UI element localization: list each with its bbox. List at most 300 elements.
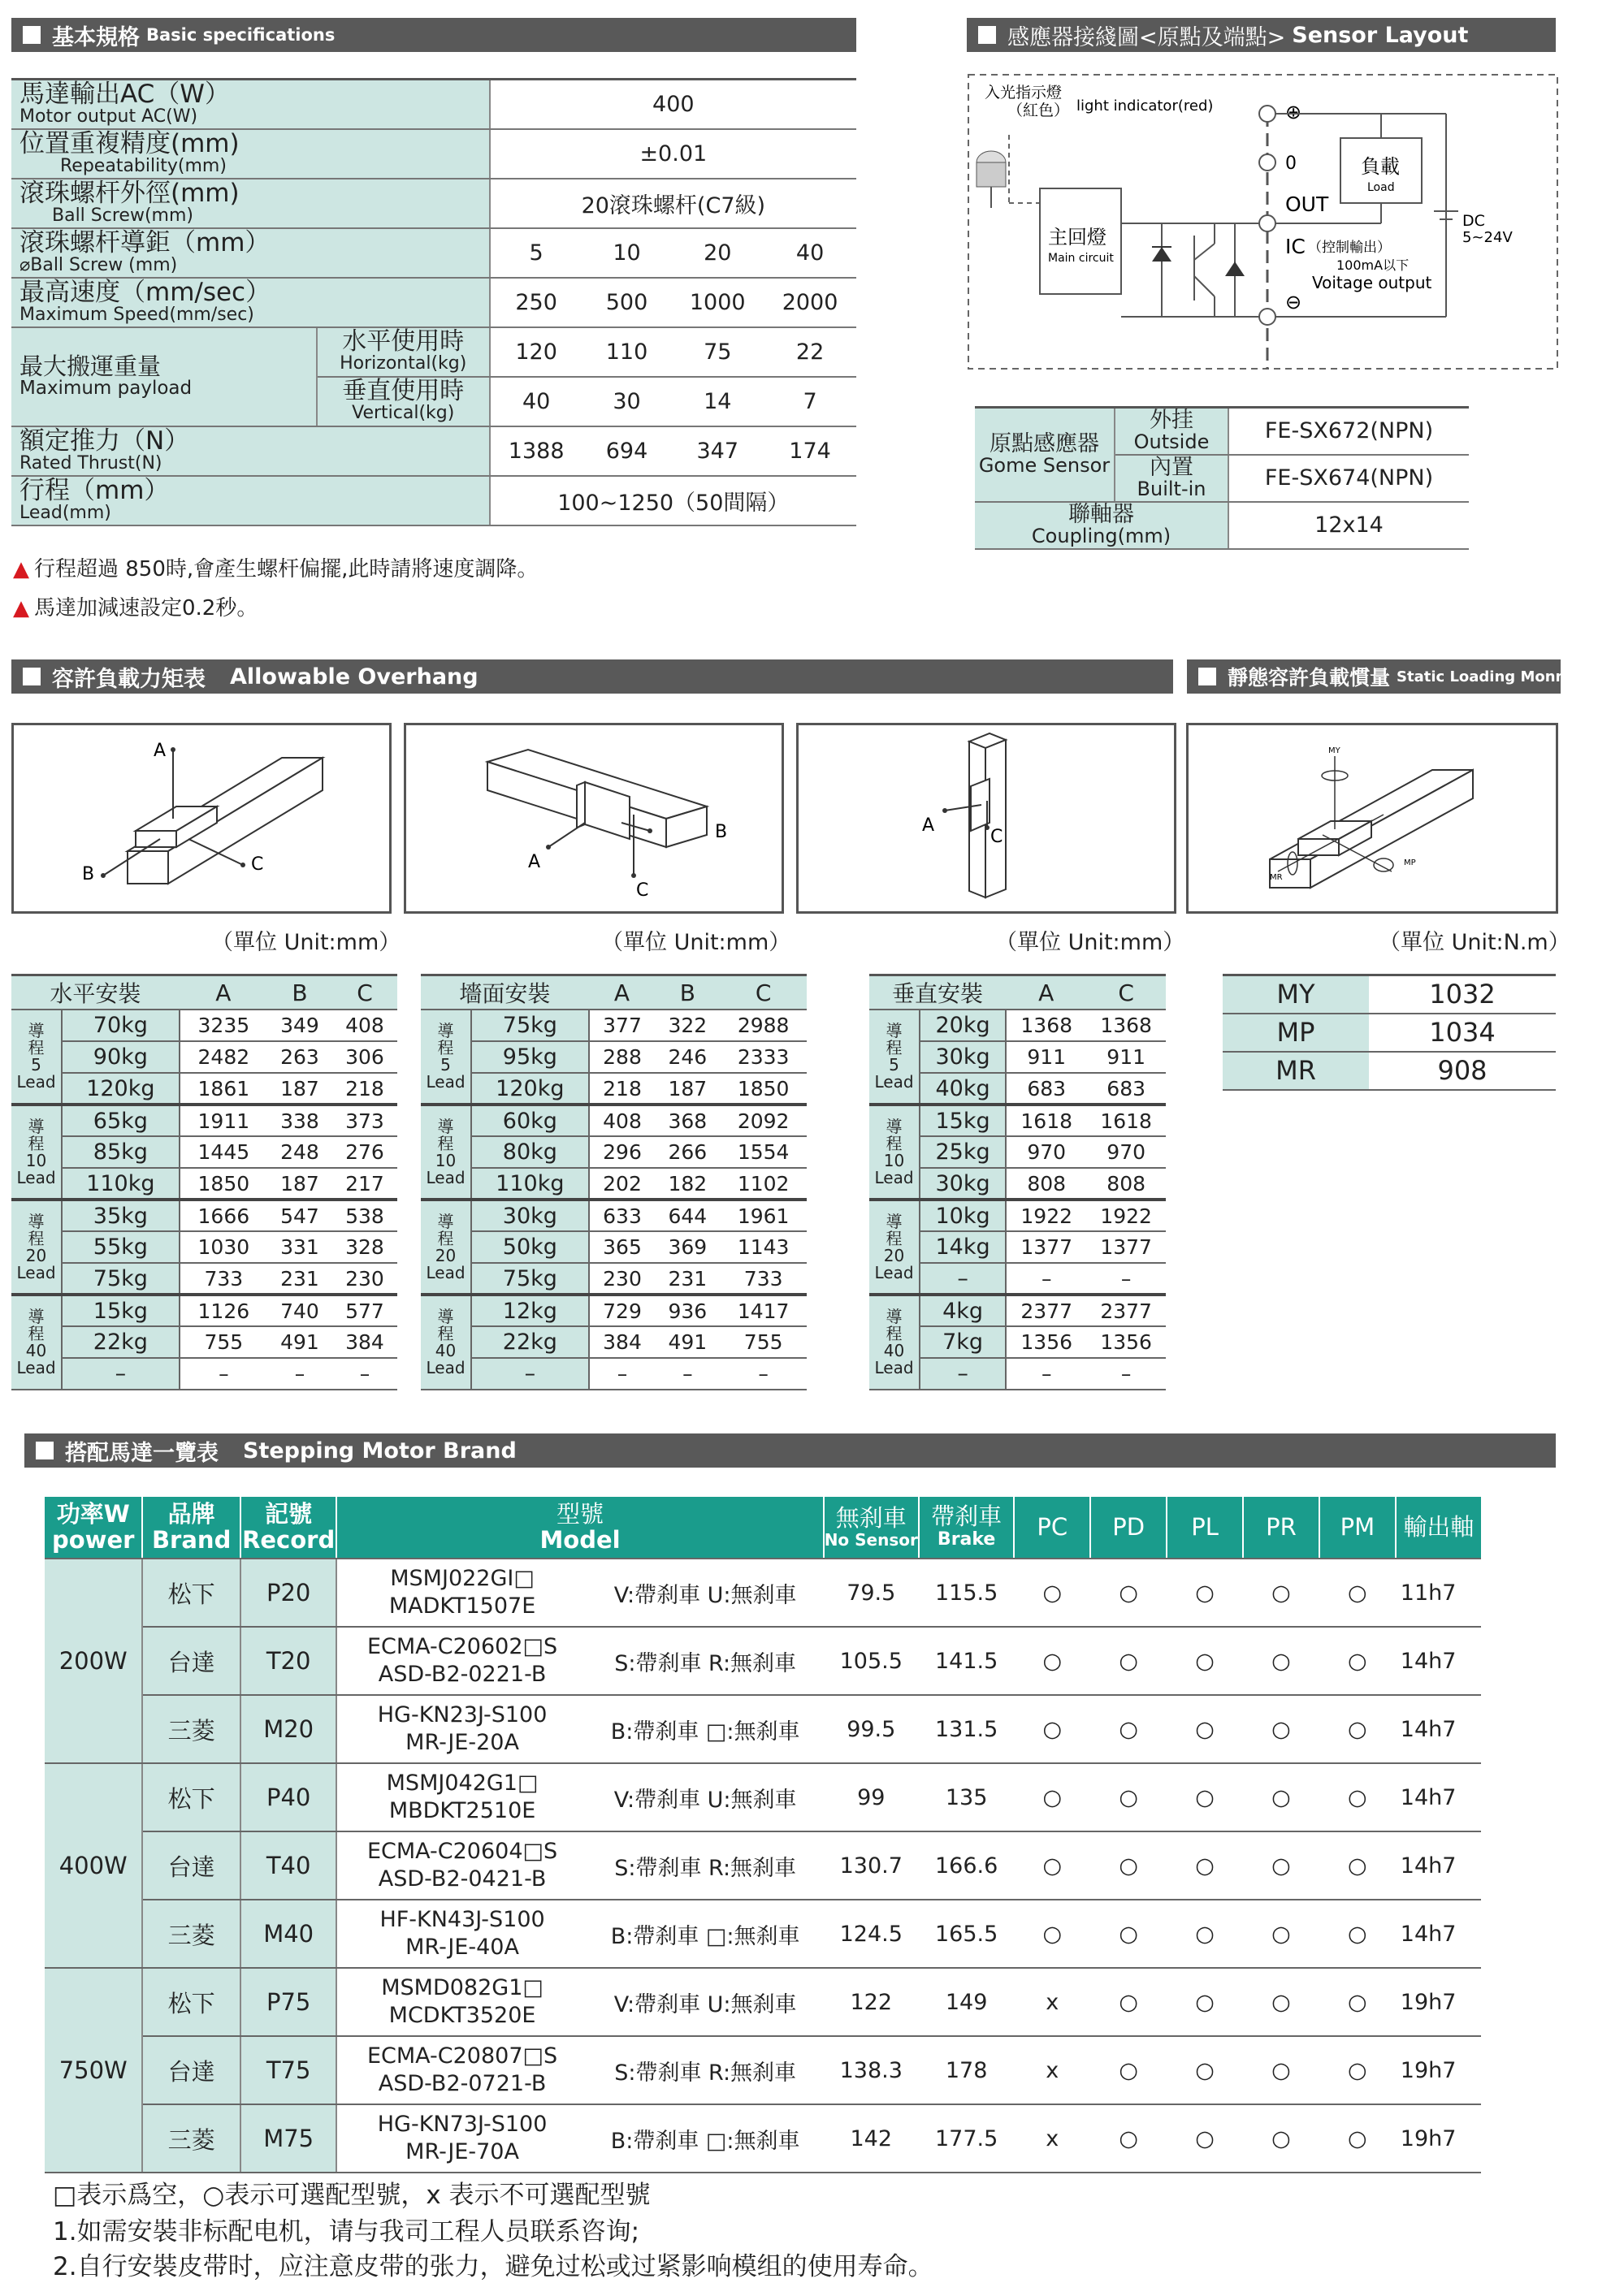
- motor-br: 149: [919, 1968, 1014, 2036]
- overhang-col-header: A: [1006, 975, 1086, 1010]
- lead-cell: [11, 1295, 62, 1390]
- load-kg: 110kg: [471, 1168, 589, 1200]
- motor-pd: ○: [1090, 1968, 1167, 2036]
- motor-pm: ○: [1319, 1900, 1396, 1968]
- header-en: Sensor Layout: [1292, 22, 1469, 48]
- model-cell: [336, 1695, 587, 1763]
- vertical-mount-diagram: [796, 723, 1176, 914]
- horizontal-mount-diagram: [11, 723, 392, 914]
- header-en: power: [51, 1525, 135, 1554]
- motor-pm: ○: [1319, 1831, 1396, 1900]
- motor-pl: ○: [1167, 1763, 1243, 1831]
- col-brand: [142, 1497, 240, 1559]
- spec-value: ±0.01: [490, 129, 856, 179]
- moment-value: –: [332, 1358, 397, 1390]
- moment-value: 328: [332, 1231, 397, 1263]
- label-en: Outside: [1133, 430, 1210, 454]
- wall-mount-svg: [406, 725, 782, 911]
- record-cell: P20: [240, 1559, 337, 1627]
- sensor-layout-header: [967, 18, 1556, 52]
- motor-pm: ○: [1319, 1627, 1396, 1695]
- spec-label: [11, 80, 490, 129]
- sensor-table: [975, 406, 1469, 550]
- moment-value: 338: [267, 1105, 332, 1136]
- moment-value: 1126: [180, 1295, 267, 1326]
- label-a: A: [922, 815, 935, 836]
- label-en: Repeatability(mm): [60, 155, 227, 176]
- spec-label: [11, 179, 490, 228]
- motor-br: 178: [919, 2036, 1014, 2104]
- motor-header: [24, 1433, 1556, 1468]
- lead-en: Lead: [426, 1262, 466, 1282]
- spec-value: 100~1250（50間隔）: [490, 476, 856, 525]
- motor-br: 115.5: [919, 1559, 1014, 1627]
- motor-pr: ○: [1243, 1831, 1319, 1900]
- model-line-1: HG-KN73J-S100: [377, 2112, 548, 2138]
- overhang-row: [421, 1200, 807, 1231]
- brake-note: S:帶刹車 R:無刹車: [587, 1831, 824, 1900]
- ic-label: IC: [1285, 235, 1306, 258]
- spec-value: 22: [764, 327, 856, 377]
- lead-cell: [421, 1295, 471, 1390]
- moment-value: 2377: [1086, 1295, 1166, 1326]
- motor-pl: ○: [1167, 1900, 1243, 1968]
- label-en: Coupling(mm): [1031, 525, 1171, 548]
- lead-cell: [869, 1010, 920, 1105]
- spec-label: [11, 129, 490, 179]
- header-en: Record: [242, 1525, 336, 1554]
- overhang-row: [11, 1136, 397, 1168]
- label-zh: 滾珠螺杆外徑(mm): [19, 178, 240, 208]
- col-shaft: 輸出軸: [1396, 1497, 1481, 1559]
- spec-value: 174: [764, 426, 856, 476]
- label-b: B: [715, 822, 728, 842]
- brand-cell: 三菱: [142, 1695, 240, 1763]
- label-en: Ball Screw(mm): [52, 205, 193, 226]
- static-row: [1223, 1052, 1556, 1090]
- motor-row: [45, 1831, 1481, 1900]
- static-row: [1223, 1014, 1556, 1052]
- model-line-2: MR-JE-70A: [405, 2139, 519, 2164]
- header-zh: 無刹車: [835, 1503, 907, 1532]
- overhang-row: [11, 1010, 397, 1041]
- overhang-row: [11, 1105, 397, 1136]
- lead-cell: [869, 1105, 920, 1200]
- lead-en: Lead: [874, 1072, 914, 1092]
- moment-value: 970: [1086, 1136, 1166, 1168]
- main-circuit-en: Main circuit: [1048, 252, 1114, 265]
- warning-triangle-icon: ▲: [13, 596, 29, 620]
- voltage-output-label: Voitage output: [1312, 273, 1432, 292]
- col-pc: PC: [1014, 1497, 1090, 1559]
- moment-value: 808: [1086, 1168, 1166, 1200]
- label-zh: 內置: [1150, 454, 1193, 480]
- moment-value: 384: [589, 1326, 656, 1358]
- load-kg: 30kg: [920, 1041, 1006, 1073]
- model-line-2: MCDKT3520E: [388, 2003, 536, 2028]
- model-line-1: ECMA-C20604□S: [366, 1839, 558, 1865]
- moment-value: 202: [589, 1168, 656, 1200]
- motor-row: [45, 1695, 1481, 1763]
- brand-cell: 松下: [142, 1763, 240, 1831]
- load-kg: 85kg: [62, 1136, 180, 1168]
- load-kg: 80kg: [471, 1136, 589, 1168]
- lead-en: Lead: [16, 1167, 56, 1187]
- overhang-row: [11, 1326, 397, 1358]
- overhang-row: [421, 1326, 807, 1358]
- motor-shaft: 14h7: [1396, 1627, 1481, 1695]
- footer-note-2: 2.自行安裝皮带时，应注意皮带的张力，避免过松或过紧影响模组的使用寿命。: [53, 2252, 933, 2281]
- brake-note: B:帶刹車 □:無刹車: [587, 2104, 824, 2173]
- load-kg: –: [62, 1358, 180, 1390]
- label-mr: MR: [1270, 873, 1283, 882]
- spec-value: 1388: [490, 426, 582, 476]
- model-cell: [336, 1968, 587, 2036]
- moment-value: 408: [332, 1010, 397, 1041]
- load-en: Load: [1367, 181, 1395, 194]
- col-pl: PL: [1167, 1497, 1243, 1559]
- motor-pm: ○: [1319, 1695, 1396, 1763]
- moment-value: 263: [267, 1041, 332, 1073]
- model-cell: [336, 1559, 587, 1627]
- vertical-mount-table: [869, 974, 1166, 1390]
- model-cell: [336, 1627, 587, 1695]
- spec-value: 7: [764, 377, 856, 426]
- motor-pl: ○: [1167, 1627, 1243, 1695]
- lead-en: Lead: [16, 1072, 56, 1092]
- motor-row: [45, 1763, 1481, 1831]
- moment-value: 2092: [720, 1105, 807, 1136]
- spec-label-payload: [11, 327, 317, 426]
- overhang-col-header: B: [655, 975, 720, 1010]
- lead-value: 5: [889, 1055, 899, 1074]
- spec-label: [11, 278, 490, 327]
- load-kg: 20kg: [920, 1010, 1006, 1041]
- overhang-header-row: [11, 975, 397, 1010]
- moment-value: 218: [589, 1073, 656, 1105]
- header-zh: 靜態容許負載慣量: [1228, 666, 1391, 690]
- load-kg: 60kg: [471, 1105, 589, 1136]
- lead-cell: [11, 1105, 62, 1200]
- moment-value: 288: [589, 1041, 656, 1073]
- motor-pc: ○: [1014, 1627, 1090, 1695]
- moment-value: –: [1006, 1263, 1086, 1295]
- load-kg: 22kg: [62, 1326, 180, 1358]
- col-record: [240, 1497, 337, 1559]
- moment-value: 733: [720, 1263, 807, 1295]
- lead-cell: [869, 1200, 920, 1295]
- moment-value: 1911: [180, 1105, 267, 1136]
- model-line-2: MADKT1507E: [388, 1593, 536, 1619]
- motor-pr: ○: [1243, 1900, 1319, 1968]
- motor-pd: ○: [1090, 1763, 1167, 1831]
- motor-shaft: 14h7: [1396, 1900, 1481, 1968]
- light-label-en: light indicator(red): [1076, 97, 1214, 115]
- brake-note: V:帶刹車 U:無刹車: [587, 1763, 824, 1831]
- moment-value: 187: [267, 1073, 332, 1105]
- motor-table-header: [45, 1497, 1481, 1559]
- moment-value: 266: [655, 1136, 720, 1168]
- moment-value: 683: [1086, 1073, 1166, 1105]
- col-pm: PM: [1319, 1497, 1396, 1559]
- square-icon: [23, 668, 41, 685]
- motor-ns: 142: [824, 2104, 919, 2173]
- motor-ns: 138.3: [824, 2036, 919, 2104]
- plus-terminal: ⊕: [1285, 101, 1302, 123]
- lead-value: 5: [440, 1055, 451, 1074]
- overhang-row: [421, 1358, 807, 1390]
- model-line-1: HG-KN23J-S100: [377, 1702, 548, 1728]
- spec-value: 10: [582, 228, 672, 278]
- overhang-row: [11, 1358, 397, 1390]
- label-zh: 外挂: [1150, 407, 1193, 433]
- moment-value: 2988: [720, 1010, 807, 1041]
- motor-br: 141.5: [919, 1627, 1014, 1695]
- label-en: ⌀Ball Screw (mm): [19, 254, 178, 275]
- moment-value: 538: [332, 1200, 397, 1231]
- moment-value: –: [589, 1358, 656, 1390]
- brand-cell: 松下: [142, 1968, 240, 2036]
- diode-icon: [1152, 247, 1171, 262]
- builtin-label: [1115, 455, 1228, 502]
- record-cell: P40: [240, 1763, 337, 1831]
- note-text: 馬達加減速設定0.2秒。: [34, 596, 258, 620]
- lead-en: Lead: [426, 1358, 466, 1377]
- header-en: Brand: [151, 1525, 232, 1554]
- overhang-title: 垂直安裝: [869, 975, 1006, 1010]
- moment-svg: [1189, 725, 1556, 911]
- sensor-value: FE-SX674(NPN): [1228, 455, 1469, 502]
- moment-value: 547: [267, 1200, 332, 1231]
- label-c: C: [990, 827, 1003, 847]
- spec-label: [11, 426, 490, 476]
- overhang-row: [11, 1200, 397, 1231]
- motor-row: [45, 1559, 1481, 1627]
- motor-ns: 99: [824, 1763, 919, 1831]
- motor-pr: ○: [1243, 1559, 1319, 1627]
- moment-value: 2482: [180, 1041, 267, 1073]
- motor-br: 166.6: [919, 1831, 1014, 1900]
- overhang-row: [421, 1231, 807, 1263]
- moment-value: 231: [267, 1263, 332, 1295]
- col-pr: PR: [1243, 1497, 1319, 1559]
- record-cell: T40: [240, 1831, 337, 1900]
- lead-cell: [421, 1200, 471, 1295]
- moment-value: 349: [267, 1010, 332, 1041]
- col-power: [45, 1497, 142, 1559]
- load-kg: –: [920, 1358, 1006, 1390]
- motor-shaft: 14h7: [1396, 1695, 1481, 1763]
- lead-zh: 導程: [28, 1116, 45, 1153]
- overhang-row: [421, 1263, 807, 1295]
- header-en: Model: [539, 1525, 621, 1554]
- overhang-header-row: [869, 975, 1166, 1010]
- brake-note: B:帶刹車 □:無刹車: [587, 1695, 824, 1763]
- lead-zh: 導程: [28, 1021, 45, 1057]
- moment-value: 577: [332, 1295, 397, 1326]
- moment-value: 911: [1006, 1041, 1086, 1073]
- sensor-value: FE-SX672(NPN): [1228, 408, 1469, 455]
- motor-pd: ○: [1090, 2104, 1167, 2173]
- moment-value: 296: [589, 1136, 656, 1168]
- horizontal-mount-svg: [14, 725, 389, 911]
- header-zh: 搭配馬達一覽表: [65, 1440, 219, 1466]
- load-kg: 120kg: [62, 1073, 180, 1105]
- model-line-2: MR-JE-20A: [405, 1730, 519, 1755]
- motor-pl: ○: [1167, 1559, 1243, 1627]
- label-en: Lead(mm): [19, 502, 111, 523]
- moment-key: MY: [1223, 975, 1369, 1014]
- moment-value: 230: [332, 1263, 397, 1295]
- zener-diode-icon: [1225, 262, 1245, 276]
- current-limit-label: 100mA以下: [1336, 257, 1410, 273]
- sensor-row-outside: [975, 408, 1469, 455]
- moment-value: 1445: [180, 1136, 267, 1168]
- control-output-label: （控制輸出）: [1308, 240, 1391, 256]
- motor-pm: ○: [1319, 1763, 1396, 1831]
- spec-row-ballscrew: [11, 179, 856, 228]
- coupling-label: [975, 502, 1228, 549]
- label-zh: 行程（mm）: [19, 475, 170, 505]
- moment-value: 1666: [180, 1200, 267, 1231]
- motor-ns: 124.5: [824, 1900, 919, 1968]
- load-kg: –: [471, 1358, 589, 1390]
- load-kg: 12kg: [471, 1295, 589, 1326]
- spec-value: 400: [490, 80, 856, 129]
- model-line-1: MSMD082G1□: [381, 1975, 543, 2001]
- lead-cell: [421, 1010, 471, 1105]
- overhang-header: [11, 659, 1173, 694]
- spec-row-speed: [11, 278, 856, 327]
- motor-pd: ○: [1090, 1559, 1167, 1627]
- moment-value: 683: [1006, 1073, 1086, 1105]
- moment-value: 365: [589, 1231, 656, 1263]
- square-icon: [36, 1442, 54, 1459]
- basic-spec-header: [11, 18, 856, 52]
- brand-cell: 松下: [142, 1559, 240, 1627]
- motor-pl: ○: [1167, 1831, 1243, 1900]
- lead-en: Lead: [16, 1262, 56, 1282]
- lead-zh: 導程: [886, 1211, 903, 1248]
- out-terminal: OUT: [1285, 192, 1329, 216]
- label-zh: 最高速度（mm/sec）: [19, 277, 271, 307]
- overhang-col-header: A: [589, 975, 656, 1010]
- moment-value: –: [655, 1358, 720, 1390]
- square-icon: [23, 26, 41, 44]
- model-line-1: MSMJ022GI□: [390, 1566, 535, 1592]
- moment-value: 218: [332, 1073, 397, 1105]
- motor-pl: ○: [1167, 1968, 1243, 2036]
- lead-cell: [11, 1010, 62, 1105]
- record-cell: P75: [240, 1968, 337, 2036]
- spec-row-repeatability: [11, 129, 856, 179]
- record-cell: T20: [240, 1627, 337, 1695]
- motor-row: [45, 2036, 1481, 2104]
- moment-value: –: [720, 1358, 807, 1390]
- motor-shaft: 14h7: [1396, 1831, 1481, 1900]
- motor-pl: ○: [1167, 2104, 1243, 2173]
- moment-value: 369: [655, 1231, 720, 1263]
- moment-value: 1356: [1086, 1326, 1166, 1358]
- basic-spec-table: [11, 78, 856, 526]
- moment-key: MR: [1223, 1052, 1369, 1090]
- model-line-2: ASD-B2-0221-B: [378, 1662, 547, 1687]
- lead-value: 20: [435, 1245, 457, 1265]
- square-icon: [978, 26, 996, 44]
- moment-value: 377: [589, 1010, 656, 1041]
- load-kg: 25kg: [920, 1136, 1006, 1168]
- overhang-col-header: C: [720, 975, 807, 1010]
- record-cell: M40: [240, 1900, 337, 1968]
- label-zh: 馬達輸出AC（W）: [19, 80, 230, 110]
- overhang-col-header: B: [267, 975, 332, 1010]
- lead-en: Lead: [16, 1358, 56, 1377]
- moment-value: 187: [267, 1168, 332, 1200]
- motor-pd: ○: [1090, 1627, 1167, 1695]
- label-a: A: [528, 852, 541, 872]
- model-cell: [336, 2036, 587, 2104]
- motor-br: 135: [919, 1763, 1014, 1831]
- lead-zh: 導程: [28, 1307, 45, 1343]
- moment-value: 1417: [720, 1295, 807, 1326]
- moment-value: 1922: [1006, 1200, 1086, 1231]
- lead-value: 40: [25, 1341, 47, 1360]
- moment-value: 322: [655, 1010, 720, 1041]
- moment-value: 230: [589, 1263, 656, 1295]
- motor-pr: ○: [1243, 1968, 1319, 2036]
- label-zh: 最大搬運重量: [19, 352, 162, 380]
- moment-diagram: [1186, 723, 1558, 914]
- moment-value: 1850: [180, 1168, 267, 1200]
- moment-value: 729: [589, 1295, 656, 1326]
- overhang-row: [421, 1105, 807, 1136]
- model-line-1: MSMJ042G1□: [386, 1771, 539, 1797]
- lead-cell: [421, 1105, 471, 1200]
- header-en: Static Loading Monment: [1397, 668, 1598, 685]
- spec-value: 20: [671, 228, 764, 278]
- spec-value: 500: [582, 278, 672, 327]
- load-kg: 70kg: [62, 1010, 180, 1041]
- moment-value: 1377: [1006, 1231, 1086, 1263]
- label-en: Built-in: [1137, 478, 1206, 501]
- lead-value: 10: [435, 1150, 457, 1170]
- motor-row: [45, 1900, 1481, 1968]
- spec-row-thrust: [11, 426, 856, 476]
- lead-zh: 導程: [437, 1307, 454, 1343]
- spec-value: 1000: [671, 278, 764, 327]
- lead-zh: 導程: [437, 1021, 454, 1057]
- overhang-row: [11, 1041, 397, 1073]
- motor-pd: ○: [1090, 1831, 1167, 1900]
- static-header: [1187, 659, 1598, 694]
- spec-label: [11, 476, 490, 525]
- header-zh: 感應器接綫圖<原點及端點>: [1007, 24, 1286, 50]
- header-en: Basic specifications: [146, 25, 336, 45]
- moment-value: 491: [267, 1326, 332, 1358]
- header-zh: 基本規格: [52, 24, 140, 50]
- motor-ns: 79.5: [824, 1559, 919, 1627]
- moment-value: 755: [720, 1326, 807, 1358]
- load-kg: 90kg: [62, 1041, 180, 1073]
- moment-value: 1032: [1369, 975, 1556, 1014]
- overhang-row: [869, 1200, 1166, 1231]
- lead-value: 20: [25, 1245, 47, 1265]
- load-kg: 95kg: [471, 1041, 589, 1073]
- moment-value: 970: [1006, 1136, 1086, 1168]
- motor-row: [45, 2104, 1481, 2173]
- moment-value: 246: [655, 1041, 720, 1073]
- moment-value: 3235: [180, 1010, 267, 1041]
